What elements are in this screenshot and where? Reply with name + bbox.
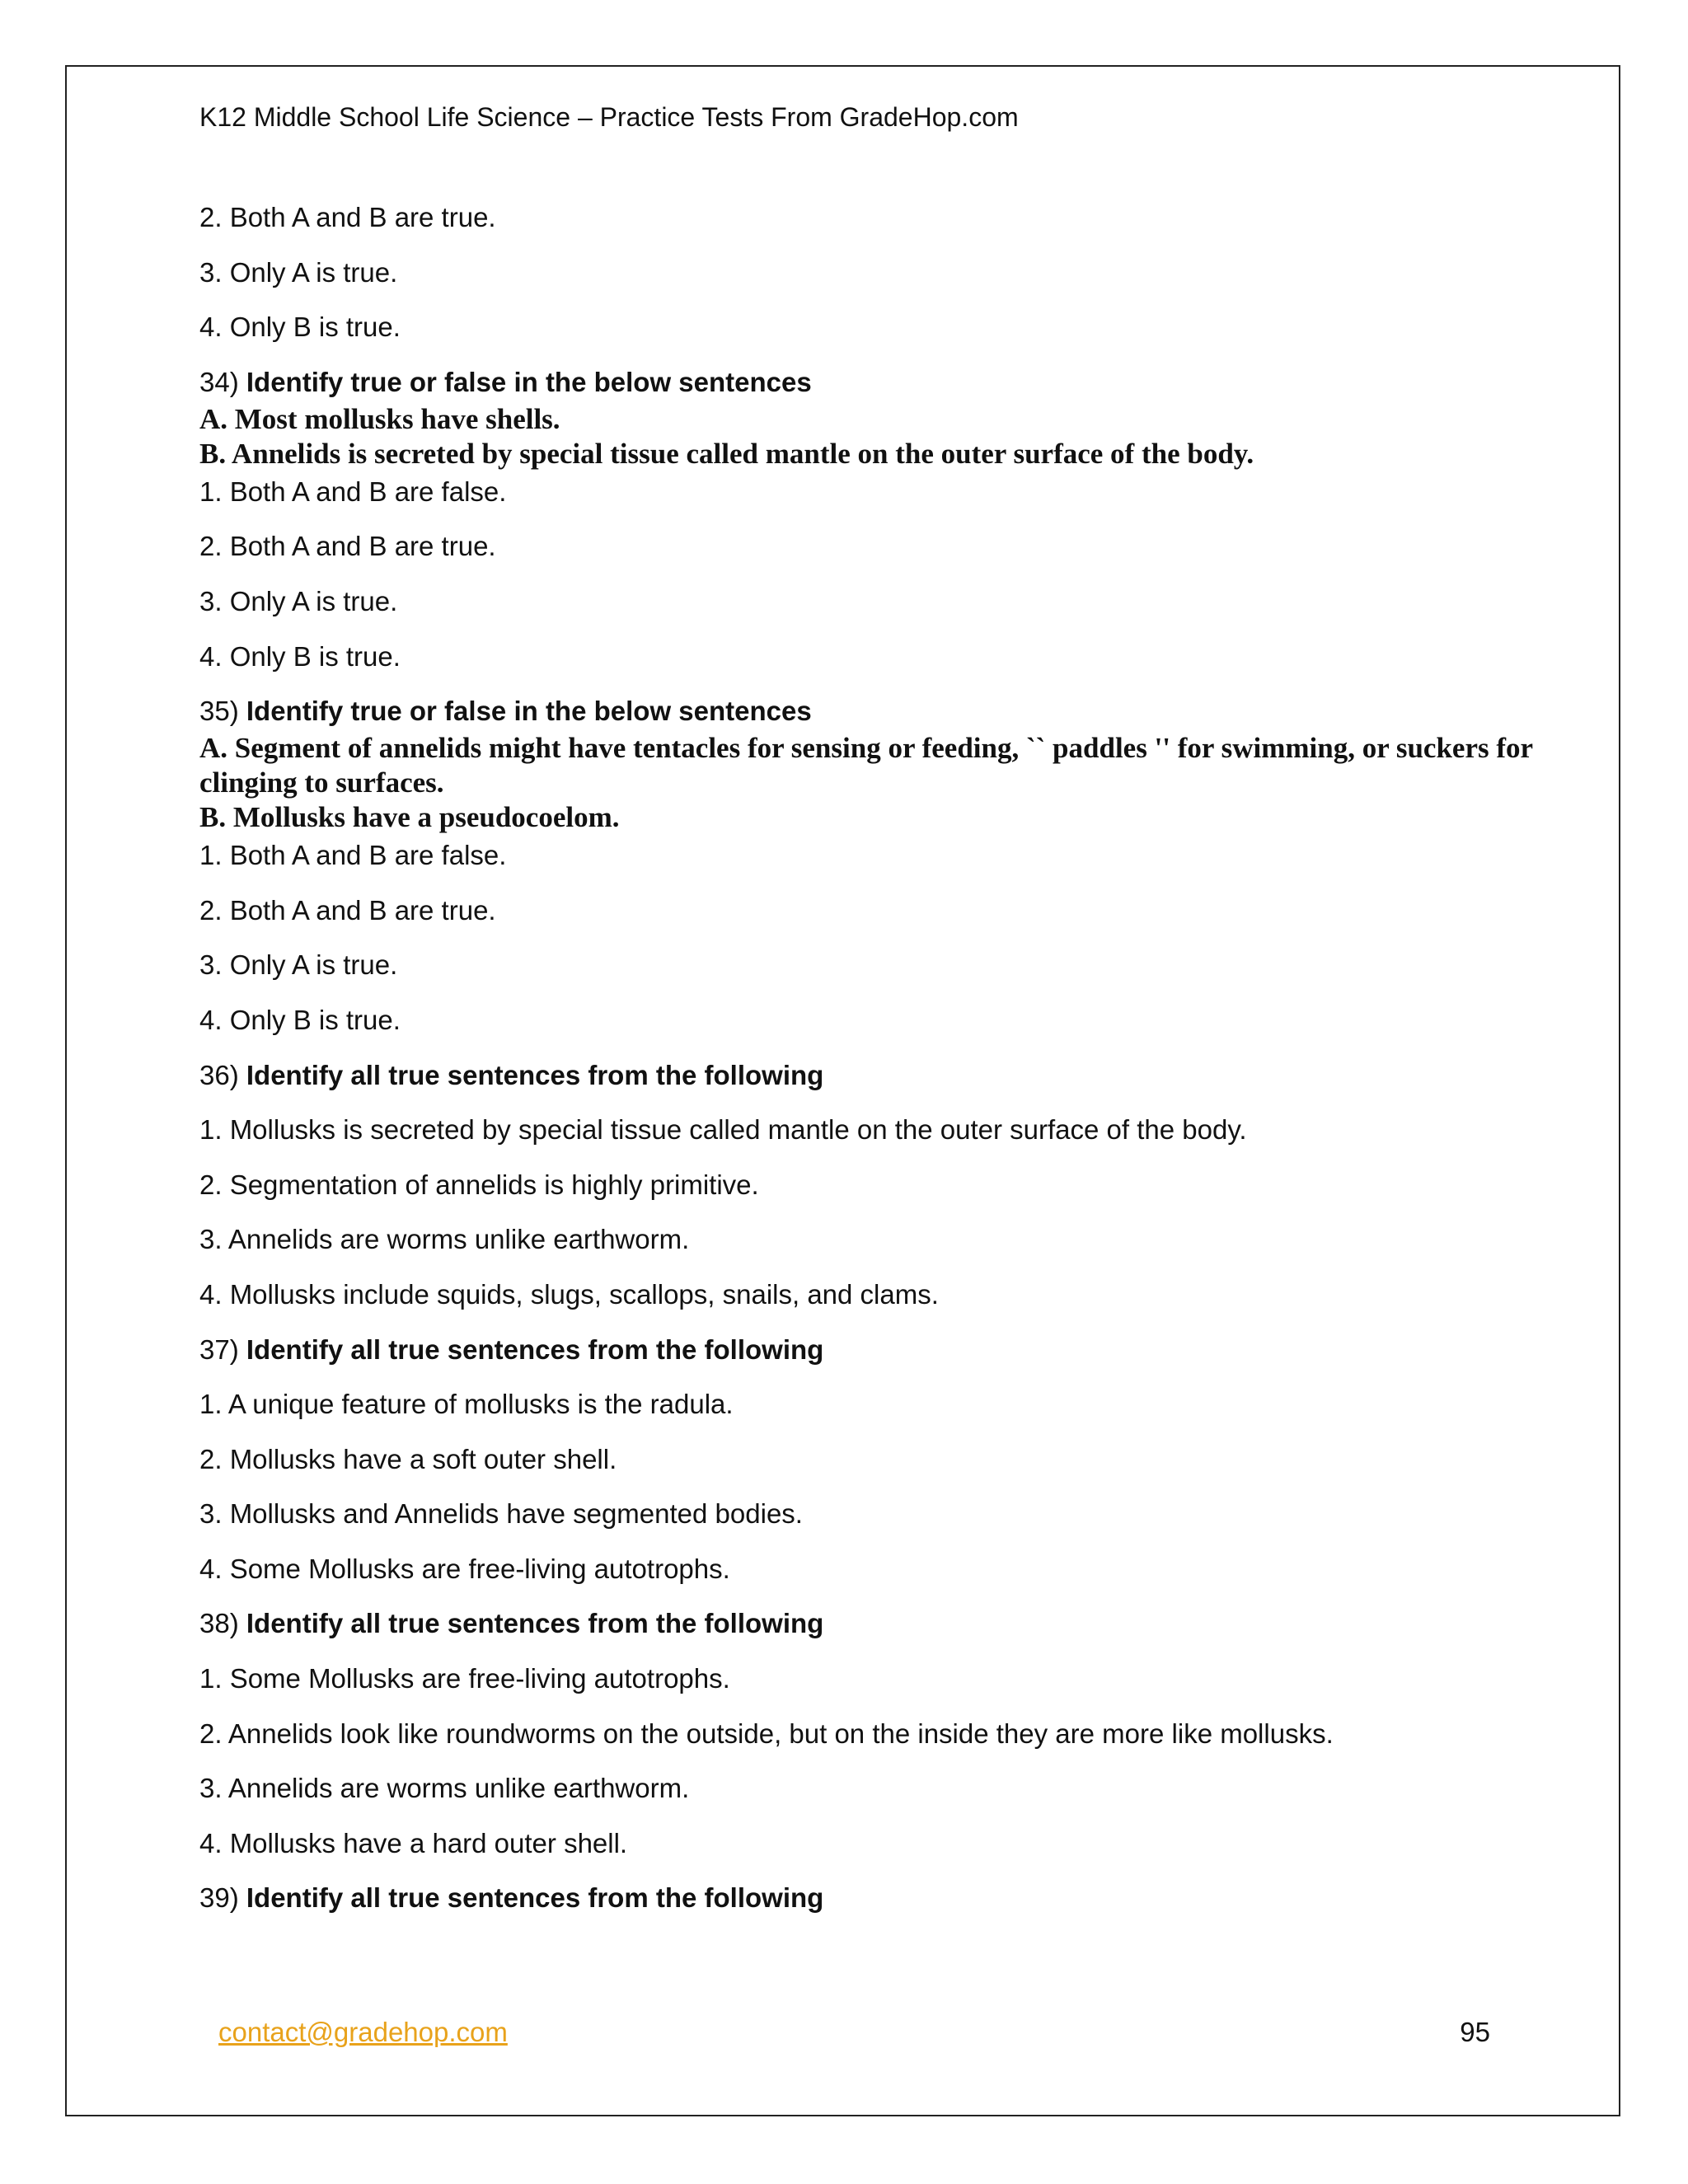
question-text: Identify all true sentences from the following — [246, 1333, 824, 1365]
question-number: 35) — [199, 696, 239, 727]
option-item: 2. Both A and B are true. — [199, 531, 496, 562]
question-text: Identify all true sentences from the following — [246, 1608, 824, 1639]
option-item: 3. Only A is true. — [199, 256, 398, 288]
option-item: 4. Only B is true. — [199, 312, 401, 343]
option-item: 4. Mollusks have a hard outer shell. — [199, 1827, 628, 1858]
option-item: 3. Mollusks and Annelids have segmented bodies. — [199, 1498, 803, 1530]
option-item: 2. Mollusks have a soft outer shell. — [199, 1443, 617, 1474]
option-item: 3. Only A is true. — [199, 585, 398, 616]
question-text: Identify all true sentences from the following — [246, 1059, 824, 1090]
option-item: 4. Only B is true. — [199, 1004, 401, 1035]
contact-email-link[interactable]: contact@gradehop.com — [218, 2017, 508, 2047]
statement-block — [199, 731, 1551, 835]
question-number: 39) — [199, 1882, 239, 1914]
question-number: 38) — [199, 1608, 239, 1639]
page-header: K12 Middle School Life Science – Practice Tests From GradeHop.com — [199, 102, 1019, 132]
question-number: 34) — [199, 366, 239, 397]
option-item: 3. Annelids are worms unlike earthworm. — [199, 1773, 690, 1804]
option-item: 1. Mollusks is secreted by special tissue called mantle on the outer surface of the body. — [199, 1114, 1247, 1146]
page-content — [199, 201, 1551, 1937]
page-number: 95 — [1460, 2017, 1490, 2047]
option-item: 1. Both A and B are false. — [199, 840, 507, 871]
question-number: 36) — [199, 1059, 239, 1090]
statement: B. Mollusks have a pseudocoelom. — [199, 801, 620, 834]
option-item: 2. Both A and B are true. — [199, 202, 496, 232]
question-heading — [199, 1607, 1551, 1640]
question-heading — [199, 1333, 1551, 1366]
question-heading — [199, 366, 1551, 399]
option-item: 2. Segmentation of annelids is highly primitive. — [199, 1169, 759, 1200]
option-item: 2. Annelids look like roundworms on the outside, but on the inside they are more like mollusks. — [199, 1718, 1334, 1749]
option-item: 2. Both A and B are true. — [199, 894, 496, 926]
option-item: 3. Only A is true. — [199, 949, 398, 981]
option-item: 4. Only B is true. — [199, 640, 401, 672]
question-text: Identify true or false in the below sentences — [246, 366, 812, 397]
option-item: 4. Mollusks include squids, slugs, scallops, snails, and clams. — [199, 1278, 939, 1310]
question-number: 37) — [199, 1333, 239, 1365]
question-heading — [199, 1882, 1551, 1915]
option-item: 1. Some Mollusks are free-living autotrophs. — [199, 1663, 730, 1694]
option-item: 1. Both A and B are false. — [199, 476, 507, 507]
question-text: Identify all true sentences from the following — [246, 1882, 824, 1914]
statement: A. Most mollusks have shells. — [199, 402, 560, 435]
question-heading — [199, 1059, 1551, 1092]
option-item: 1. A unique feature of mollusks is the radula. — [199, 1389, 734, 1420]
statement: A. Segment of annelids might have tentacles for sensing or feeding, `` paddles '' for swimming, or suckers for clinging to surfaces. — [199, 732, 1533, 799]
option-item: 3. Annelids are worms unlike earthworm. — [199, 1224, 690, 1255]
question-text: Identify true or false in the below sentences — [246, 696, 812, 727]
statement: B. Annelids is secreted by special tissue called mantle on the outer surface of the body. — [199, 437, 1254, 470]
option-item: 4. Some Mollusks are free-living autotrophs. — [199, 1553, 730, 1584]
question-heading — [199, 695, 1551, 728]
statement-block — [199, 402, 1551, 471]
